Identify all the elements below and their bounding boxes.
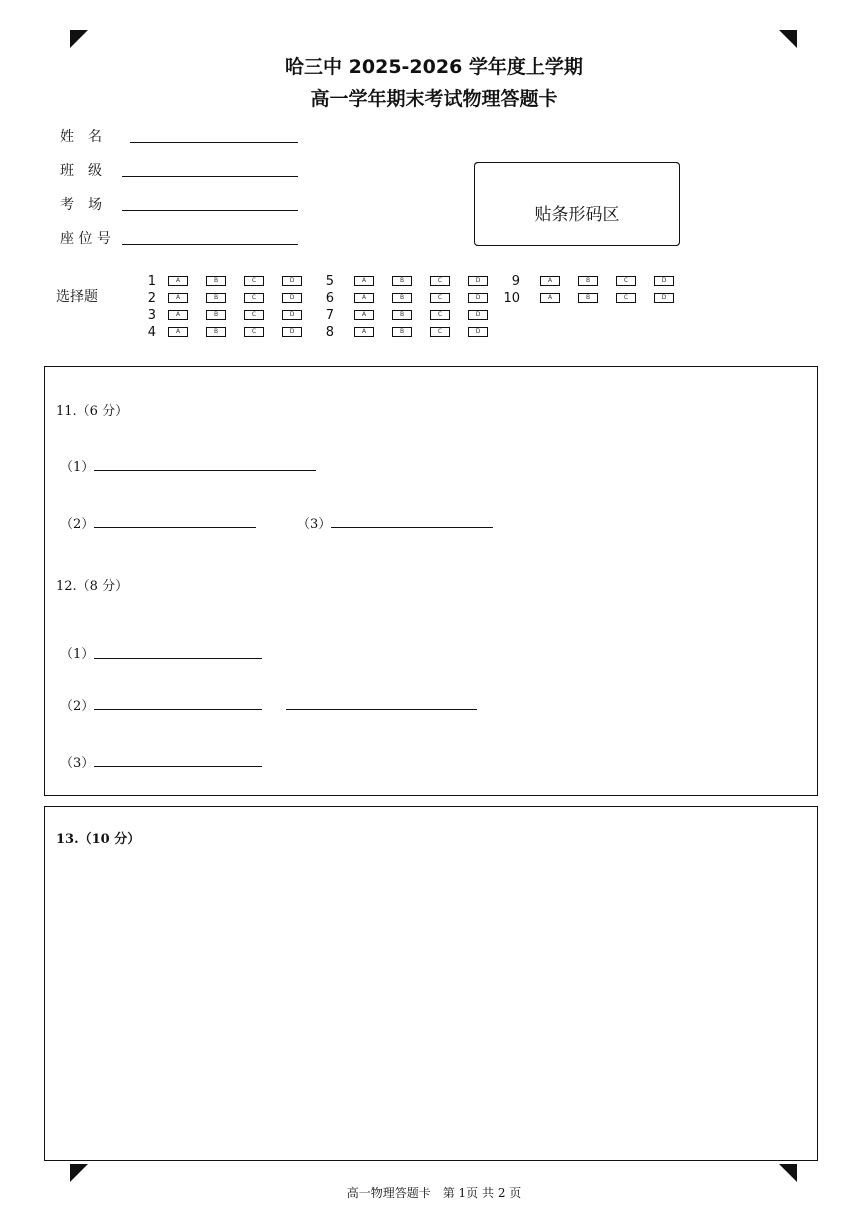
mc-bubble-q10-c[interactable]: C	[616, 293, 636, 303]
mc-bubble-q8-d[interactable]: D	[468, 327, 488, 337]
registration-mark-bottom-left	[70, 1164, 88, 1182]
mc-bubble-q6-b[interactable]: B	[392, 293, 412, 303]
class-field[interactable]	[122, 162, 298, 177]
seat-number-field[interactable]	[122, 230, 298, 245]
mc-question-number: 9	[511, 274, 520, 289]
mc-question-number: 6	[325, 291, 334, 306]
q11-part-2-answer-line[interactable]	[94, 526, 256, 528]
q12-part-1-label: （1）	[60, 647, 95, 662]
mc-bubble-q7-a[interactable]: A	[354, 310, 374, 320]
mc-bubble-q10-b[interactable]: B	[578, 293, 598, 303]
mc-bubble-q8-a[interactable]: A	[354, 327, 374, 337]
mc-bubble-q3-c[interactable]: C	[244, 310, 264, 320]
q12-part-1-answer-line[interactable]	[94, 657, 262, 659]
mc-bubble-q4-d[interactable]: D	[282, 327, 302, 337]
mc-bubble-q1-b[interactable]: B	[206, 276, 226, 286]
mc-bubble-q5-c[interactable]: C	[430, 276, 450, 286]
q11-title: 11.（6 分）	[56, 404, 129, 419]
mc-bubble-q1-a[interactable]: A	[168, 276, 188, 286]
registration-mark-top-right	[779, 30, 797, 48]
q12-part-3-label: （3）	[60, 756, 95, 771]
mc-bubble-q9-b[interactable]: B	[578, 276, 598, 286]
mc-bubble-q7-b[interactable]: B	[392, 310, 412, 320]
q11-part-1-label: （1）	[60, 460, 95, 475]
q12-part-2-answer-line-b[interactable]	[286, 708, 477, 710]
mc-bubble-q5-a[interactable]: A	[354, 276, 374, 286]
mc-bubble-q10-d[interactable]: D	[654, 293, 674, 303]
mc-bubble-q5-d[interactable]: D	[468, 276, 488, 286]
answer-box-13[interactable]	[44, 806, 818, 1161]
mc-bubble-q4-a[interactable]: A	[168, 327, 188, 337]
page-footer: 高一物理答题卡 第 1页 共 2 页	[346, 1186, 522, 1200]
q12-title: 12.（8 分）	[56, 579, 129, 594]
multiple-choice-label: 选择题	[56, 289, 98, 305]
mc-bubble-q3-d[interactable]: D	[282, 310, 302, 320]
mc-bubble-q7-c[interactable]: C	[430, 310, 450, 320]
mc-bubble-q6-a[interactable]: A	[354, 293, 374, 303]
q12-part-2-label: （2）	[60, 699, 95, 714]
registration-mark-top-left	[70, 30, 88, 48]
mc-bubble-q10-a[interactable]: A	[540, 293, 560, 303]
mc-bubble-q2-d[interactable]: D	[282, 293, 302, 303]
mc-question-number: 7	[325, 308, 334, 323]
name-field[interactable]	[130, 128, 298, 143]
mc-bubble-q4-c[interactable]: C	[244, 327, 264, 337]
q13-title: 13.（10 分）	[56, 832, 141, 847]
mc-bubble-q9-a[interactable]: A	[540, 276, 560, 286]
mc-question-number: 10	[503, 291, 520, 306]
mc-question-number: 5	[325, 274, 334, 289]
mc-bubble-q1-c[interactable]: C	[244, 276, 264, 286]
mc-bubble-q9-c[interactable]: C	[616, 276, 636, 286]
mc-bubble-q1-d[interactable]: D	[282, 276, 302, 286]
exam-room-field[interactable]	[122, 196, 298, 211]
mc-question-number: 2	[147, 291, 156, 306]
mc-question-number: 8	[325, 325, 334, 340]
q12-part-3-answer-line[interactable]	[94, 765, 262, 767]
q11-part-3-label: （3）	[297, 517, 332, 532]
seat-number-label: 座 位 号	[60, 231, 111, 247]
mc-bubble-q7-d[interactable]: D	[468, 310, 488, 320]
mc-bubble-q6-c[interactable]: C	[430, 293, 450, 303]
mc-bubble-q9-d[interactable]: D	[654, 276, 674, 286]
mc-bubble-q4-b[interactable]: B	[206, 327, 226, 337]
barcode-area-label: 贴条形码区	[534, 205, 620, 225]
mc-question-number: 1	[147, 274, 156, 289]
mc-question-number: 4	[147, 325, 156, 340]
page-subtitle: 高一学年期末考试物理答题卡	[310, 88, 558, 110]
q12-part-2-answer-line-a[interactable]	[94, 708, 262, 710]
mc-bubble-q8-c[interactable]: C	[430, 327, 450, 337]
q11-part-2-label: （2）	[60, 517, 95, 532]
mc-bubble-q5-b[interactable]: B	[392, 276, 412, 286]
mc-bubble-q2-b[interactable]: B	[206, 293, 226, 303]
q11-part-1-answer-line[interactable]	[94, 469, 316, 471]
page-title: 哈三中 2025-2026 学年度上学期	[285, 56, 583, 78]
q11-part-3-answer-line[interactable]	[331, 526, 493, 528]
mc-bubble-q2-a[interactable]: A	[168, 293, 188, 303]
mc-bubble-q2-c[interactable]: C	[244, 293, 264, 303]
mc-bubble-q3-b[interactable]: B	[206, 310, 226, 320]
mc-bubble-q3-a[interactable]: A	[168, 310, 188, 320]
class-label: 班 级	[60, 163, 102, 179]
mc-bubble-q8-b[interactable]: B	[392, 327, 412, 337]
mc-bubble-q6-d[interactable]: D	[468, 293, 488, 303]
name-label: 姓 名	[60, 129, 102, 145]
registration-mark-bottom-right	[779, 1164, 797, 1182]
answer-box-11-12	[44, 366, 818, 796]
exam-room-label: 考 场	[60, 197, 102, 213]
mc-question-number: 3	[147, 308, 156, 323]
